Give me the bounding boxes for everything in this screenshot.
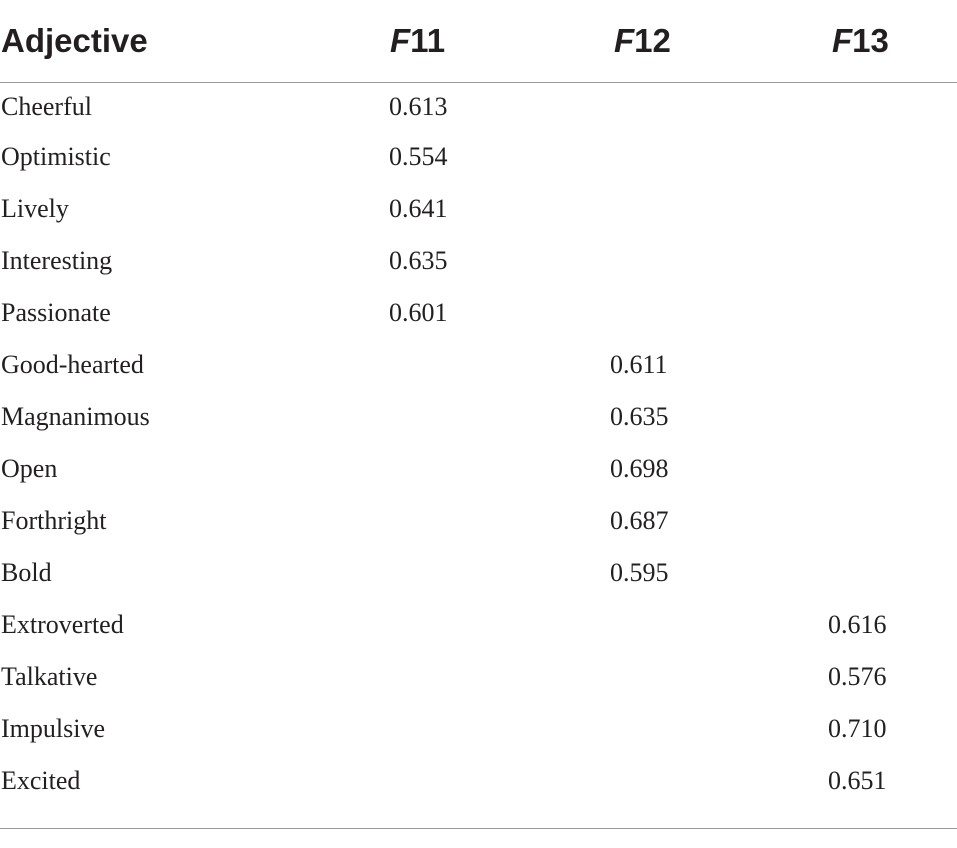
cell-f13 <box>757 495 957 547</box>
header-f13 <box>757 0 957 83</box>
cell-adjective: Extroverted <box>1 610 124 639</box>
table-bottom-rule <box>0 828 957 829</box>
cell-f13: 0.616 <box>828 610 887 639</box>
header-adjective: Adjective <box>0 0 305 83</box>
cell-f13 <box>757 391 957 443</box>
header-f11-number: 11 <box>410 22 446 59</box>
cell-f11 <box>305 755 536 807</box>
table-header <box>0 0 957 83</box>
cell-f11: 0.554 <box>389 142 448 171</box>
cell-f12: 0.687 <box>610 506 669 535</box>
table-row <box>0 235 957 287</box>
cell-f11 <box>305 495 536 547</box>
cell-adjective: Magnanimous <box>1 402 150 431</box>
table-row <box>0 755 957 807</box>
cell-f13 <box>757 547 957 599</box>
cell-adjective: Impulsive <box>1 714 105 743</box>
cell-adjective: Talkative <box>1 662 98 691</box>
cell-f11 <box>305 703 536 755</box>
table-body <box>0 83 957 808</box>
cell-f12 <box>536 599 757 651</box>
header-f12 <box>536 0 757 83</box>
cell-f13 <box>757 443 957 495</box>
cell-adjective: Cheerful <box>1 92 92 121</box>
cell-f12 <box>536 651 757 703</box>
cell-adjective: Excited <box>1 766 81 795</box>
cell-f11 <box>305 339 536 391</box>
cell-f11 <box>305 599 536 651</box>
table-row <box>0 287 957 339</box>
cell-f12 <box>536 83 757 132</box>
table-row <box>0 703 957 755</box>
cell-adjective: Bold <box>1 558 52 587</box>
cell-f13: 0.576 <box>828 662 887 691</box>
cell-adjective: Good-hearted <box>1 350 144 379</box>
table-row <box>0 83 957 132</box>
cell-f13 <box>757 339 957 391</box>
cell-adjective: Interesting <box>1 246 113 275</box>
table-row <box>0 599 957 651</box>
cell-adjective: Passionate <box>1 298 111 327</box>
cell-f12 <box>536 287 757 339</box>
table-row <box>0 339 957 391</box>
cell-f13 <box>757 83 957 132</box>
cell-f11 <box>305 651 536 703</box>
cell-f13 <box>757 183 957 235</box>
header-f13-letter: F <box>832 22 853 59</box>
cell-f11 <box>305 391 536 443</box>
cell-f11 <box>305 443 536 495</box>
table-row <box>0 183 957 235</box>
table-row <box>0 495 957 547</box>
cell-f13 <box>757 131 957 183</box>
table-row <box>0 651 957 703</box>
cell-adjective: Optimistic <box>1 142 111 171</box>
cell-adjective: Lively <box>1 194 69 223</box>
cell-f13 <box>757 235 957 287</box>
cell-f12 <box>536 703 757 755</box>
cell-f11: 0.613 <box>389 92 448 121</box>
cell-adjective: Open <box>1 454 58 483</box>
cell-f12: 0.611 <box>610 350 668 379</box>
header-row <box>0 0 957 83</box>
cell-f11: 0.601 <box>389 298 448 327</box>
table-row <box>0 443 957 495</box>
cell-f11 <box>305 547 536 599</box>
cell-f12: 0.595 <box>610 558 669 587</box>
table-row <box>0 131 957 183</box>
cell-adjective: Forthright <box>1 506 107 535</box>
cell-f12 <box>536 183 757 235</box>
table-row <box>0 391 957 443</box>
cell-f12: 0.635 <box>610 402 669 431</box>
cell-f12 <box>536 755 757 807</box>
header-f12-number: 12 <box>634 22 671 59</box>
cell-f11: 0.641 <box>389 194 448 223</box>
cell-f13: 0.710 <box>828 714 887 743</box>
header-f13-number: 13 <box>852 22 889 59</box>
cell-f12: 0.698 <box>610 454 669 483</box>
cell-f13: 0.651 <box>828 766 887 795</box>
header-f11-letter: F <box>390 22 411 59</box>
header-f12-letter: F <box>614 22 635 59</box>
cell-f12 <box>536 235 757 287</box>
cell-f11: 0.635 <box>389 246 448 275</box>
table-row <box>0 547 957 599</box>
cell-f13 <box>757 287 957 339</box>
header-f11 <box>305 0 536 83</box>
cell-f12 <box>536 131 757 183</box>
